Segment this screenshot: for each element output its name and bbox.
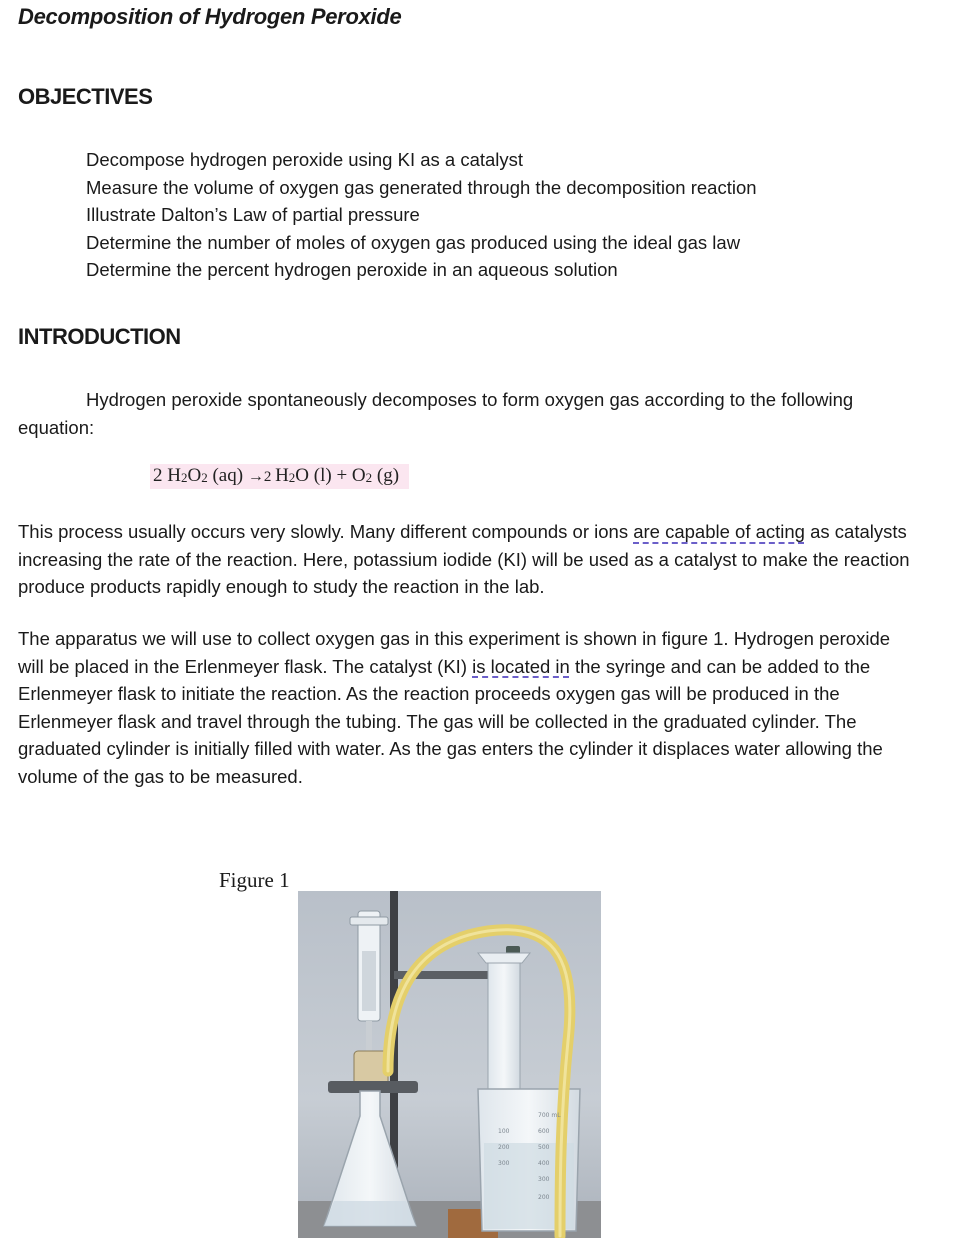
beaker-mark: 500: [538, 1144, 550, 1151]
eq-part: (g): [372, 465, 400, 486]
eq-part: O (l) + O: [295, 465, 366, 486]
eq-part: H: [275, 465, 289, 486]
intro-paragraph-2: [18, 518, 918, 601]
objective-item: Determine the percent hydrogen peroxide in an aqueous solution: [86, 259, 618, 280]
beaker-mark: 600: [538, 1128, 550, 1135]
apparatus-photo: [298, 891, 601, 1238]
eq-subscript: 2: [365, 470, 373, 485]
flask-mark: 100: [498, 1128, 510, 1135]
eq-part: O: [187, 465, 202, 486]
paragraph-text: as catalysts increasing the rate of the reaction. Here, potassium iodide (KI) will be used as a catalyst to make the reaction produce products rapidly enough to study the reaction in the lab.: [18, 521, 910, 597]
beaker-mark: 300: [538, 1176, 550, 1183]
reaction-arrow: →: [247, 468, 264, 485]
paragraph-text: The apparatus we will use to collect oxygen gas in this experiment is shown in figure 1. Hydrogen peroxide will be placed in the Erlenmeyer flask. The catalyst (KI): [18, 628, 891, 677]
eq-part: (aq): [207, 465, 248, 486]
flask-mark: 200: [498, 1144, 510, 1151]
figure-label: Figure 1: [219, 868, 290, 892]
beaker-mark: 700 mL: [538, 1112, 561, 1119]
introduction-heading: INTRODUCTION: [18, 324, 181, 349]
syringe-barrel-fill: [362, 951, 376, 1011]
intro-paragraph-3: [18, 625, 918, 790]
objectives-list: [86, 146, 757, 284]
grammar-flag[interactable]: are capable of acting: [633, 521, 805, 542]
eq-subscript: 2: [288, 470, 296, 485]
chemical-equation: [150, 464, 409, 489]
objective-item: Determine the number of moles of oxygen gas produced using the ideal gas law: [86, 231, 741, 253]
paragraph-text: This process usually occurs very slowly. Many different compounds or ions: [18, 521, 634, 542]
eq-coefficient: 2: [263, 469, 276, 485]
eq-subscript: 2: [180, 470, 188, 485]
objective-item: Illustrate Dalton’s Law of partial pressure: [86, 204, 420, 225]
beaker-mark: 200: [538, 1194, 550, 1201]
syringe-plunger: [350, 917, 388, 925]
eq-subscript: 2: [201, 470, 208, 485]
intro-paragraph-1: Hydrogen peroxide spontaneously decomposes to form oxygen gas according to the following equation:: [18, 389, 854, 438]
objective-item: Decompose hydrogen peroxide using KI as a catalyst: [86, 149, 524, 170]
objectives-heading: OBJECTIVES: [18, 84, 153, 109]
flask-mark: 300: [498, 1160, 510, 1167]
objective-item: Measure the volume of oxygen gas generated through the decomposition reaction: [86, 176, 757, 198]
cylinder-funnel-top: [478, 953, 530, 963]
document-title: Decomposition of Hydrogen Peroxide: [18, 4, 402, 29]
syringe-needle: [366, 1021, 372, 1051]
flask-solution: [324, 1201, 416, 1226]
grammar-flag[interactable]: is located in: [472, 655, 570, 677]
paragraph-text: the syringe and can be added to the Erlenmeyer flask to initiate the reaction. As the reaction proceeds oxygen gas will be produced in the Erlenmeyer flask and travel through the tubing. The gas will be collected in the graduated cylinder. The graduated cylinder is initially filled with water. As the gas enters the cylinder it displaces water allowing the volume of the gas to be measured.: [18, 655, 883, 787]
eq-part: 2 H: [153, 465, 181, 486]
apparatus-illustration: [298, 891, 601, 1238]
beaker-mark: 400: [538, 1160, 550, 1167]
